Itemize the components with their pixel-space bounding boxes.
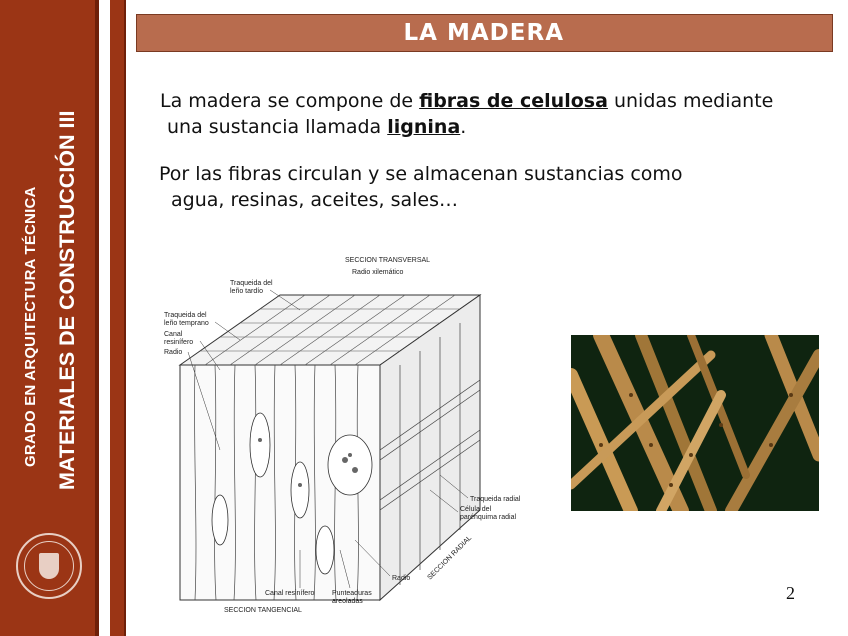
label-traqueida-tardio-1: Traqueida del [230,280,273,287]
keyword-lignina: lignina [387,116,461,138]
paragraph-1-line-2: una sustancia llamada lignina. [167,116,467,138]
label-canal-2: resinífero [164,339,194,346]
slide-title: LA MADERA [403,20,564,46]
sidebar [0,0,99,636]
label-radio-left: Radio [164,349,183,356]
label-seccion-tangencial: SECCION TANGENCIAL [224,607,302,614]
label-seccion-radial: SECCION RADIAL [426,534,474,582]
label-radio-bottom: Radio [392,575,411,582]
label-traqueida-temprano-1: Traqueida del [164,312,207,319]
label-radio-xilematico: Radio xilemático [352,269,404,276]
label-punteaduras-1: Punteaduras [332,590,372,597]
label-traqueida-tardio-2: leño tardío [230,288,264,295]
label-canal-bottom: Canal resinífero [265,590,315,597]
cellulose-fibers-photo [571,335,819,511]
university-seal-icon [16,533,82,599]
keyword-fibras: fibras de celulosa [419,90,608,112]
wood-structure-diagram [160,250,540,620]
degree-label: GRADO EN ARQUITECTURA TÉCNICA [22,186,39,467]
sidebar-border [95,0,99,636]
paragraph-2-line-1: Por las fibras circulan y se almacenan sustancias como [159,163,683,185]
label-celula-1: Célula del [460,506,492,513]
page-number: 2 [786,583,795,603]
label-traqueida-temprano-2: leño temprano [164,320,209,327]
course-title: MATERIALES DE CONSTRUCCIÓN III [55,110,79,490]
label-punteaduras-2: areoladas [332,598,363,605]
decorative-stripe-edge [124,0,126,636]
paragraph-2-line-2: agua, resinas, aceites, sales… [171,189,458,211]
paragraph-1-line-1: La madera se compone de fibras de celulosa unidas mediante [160,90,774,112]
decorative-stripe [110,0,125,636]
label-seccion-transversal: SECCION TRANSVERSAL [345,257,431,264]
label-traqueida-radial: Traqueida radial [470,496,521,503]
title-bar [136,14,833,52]
label-celula-2: parénquima radial [460,514,517,521]
label-canal-1: Canal [164,331,183,338]
